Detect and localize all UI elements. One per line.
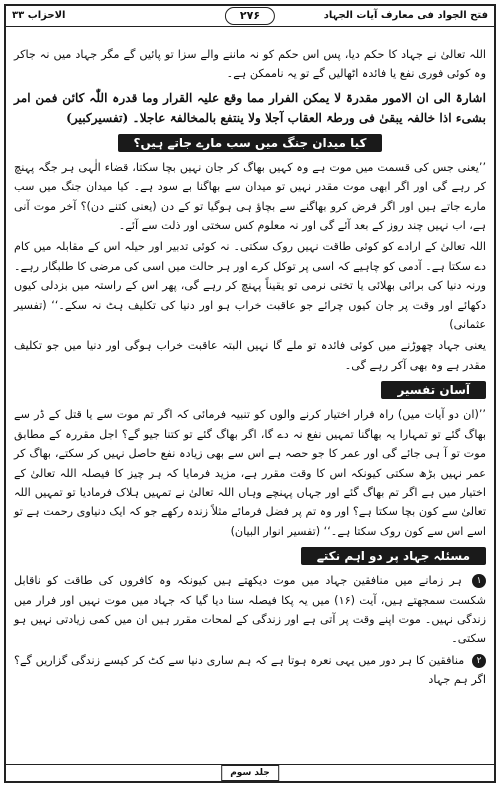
section-heading-easy-tafsir: آسان تفسیر <box>381 381 486 399</box>
point-number: ۱ <box>472 574 486 588</box>
section-heading-two-points: مسئلہ جہاد پر دو اہم نکتے <box>301 547 486 565</box>
section2-paragraph: ’’(ان دو آیات میں) راہ فرار اختیار کرنے والوں کو تنبیہ فرمائی کہ اگر تم موت سے یا قتل کے ڈر سے بھاگ گئے تو تمہارا یہ بھاگنا تمہیں نفع نہ دے گا، اگر بھاگ گئے تو کتنا جیو گے؟ اجل مقررہ کے مطابق موت تو آ ہی جائے گی اور عمر کا جو حصہ ہے اس سے بھی زیادہ نفع حاصل نہیں کر سکتے، بھاگ کر عمر نہیں بڑھ سکتی کیونکہ اس کا وقت مقرر ہے، مزید فرمایا کہ ہر چیز کا فیصلہ اللہ تعالیٰ کے اختیار میں ہے اگر تم بھاگ گئے اور جہاں پہنچے وہاں اللہ تعالیٰ نے تمہیں ہلاک فرمادیا تو تمہیں اللہ تعالیٰ سے کون بچا سکتا ہے؟ اور وہ تم پر فضل فرمائے مثلاً زندہ رکھے جو کہ ایک دنیاوی رحمت ہے تو اسے اس سے کون روک سکتا ہے۔‘‘ (تفسیر انوار البیان) <box>14 408 486 538</box>
point-text: منافقین کا ہر دور میں یہی نعرہ ہوتا ہے کہ ہم ساری دنیا سے کٹ کر کیسے زندگی گزاریں گے؟ اگر ہم جہاد <box>14 653 486 687</box>
point-item <box>14 571 486 649</box>
arabic-quote: اشارۃ الی ان الامور مقدرۃ لا یمکن الفرار مما وقع علیہ القرار وما قدرہ اللّٰہ کائن فمن امر بشیء اذا خالفہ یبقیٰ فی ورطۃ العقاب آجلا ولا ینتفع بالمخالفۃ عاجلا۔ (تفسیرکبیر) <box>14 90 486 125</box>
volume-label: جلد سوم <box>221 765 279 781</box>
page-number: ۲۷۶ <box>225 7 275 25</box>
book-page <box>4 4 496 783</box>
intro-paragraph: اللہ تعالیٰ نے جہاد کا حکم دیا، پس اس حکم کو نہ ماننے والے سزا تو پائیں گے مگر جہاد میں نہ جاکر وہ کوئی فوری نفع یا فائدہ اٹھالیں گے تو یہ ناممکن ہے۔ <box>14 48 486 81</box>
section1-paragraph: اللہ تعالیٰ کے ارادے کو کوئی طاقت نہیں روک سکتی۔ نہ کوئی تدبیر اور حیلہ اس کے مقابلہ میں کام دے سکتا ہے۔ آدمی کو چاہیے کہ اسی پر توکل کرے اور ہر حالت میں اسی کی مرضی کا طلبگار رہے۔ ورنہ دنیا کی برائی بھلائی یا تختی نرمی تو یقیناً پہنچ کر رہے گی، پھر اس کے راستہ میں بزدلی کیوں دکھائے اور وقت پر جان کیوں چرائے جو عاقبت خراب ہو اور دنیا کی تکلیف ہٹ نہ سکے۔‘‘ (تفسیر عثمانی) <box>14 240 486 332</box>
page-content <box>6 27 494 690</box>
section1-paragraph: ’’یعنی جس کی قسمت میں موت ہے وہ کہیں بھاگ کر جان نہیں بچا سکتا، قضاء الٰہی ہر جگہ پہنچ کر رہے گی اور اگر ابھی موت مقدر نہیں تو میدان سے بھاگنا بے سود ہے۔ کیا میدان جنگ میں سب مارے جاتے ہیں اور اگر فرض کرو بھاگنے سے بچاؤ ہی ہوگیا تو کے دن (یعنی کتنے دن)؟ آخر موت آنی ہے، اب نہیں چند روز کے بعد آئے گی اور نہ معلوم کس سختی اور ذلت سے آئے۔ <box>14 160 486 233</box>
point-item <box>14 651 486 690</box>
page-header <box>6 6 494 27</box>
section-heading-battle: کیا میدان جنگ میں سب مارے جاتے ہیں؟ <box>118 134 383 152</box>
point-number: ۲ <box>472 654 486 668</box>
section1-paragraph: یعنی جہاد چھوڑنے میں کوئی فائدہ تو ملے گا نہیں البتہ عاقبت خراب ہوگی اور دنیا میں جو تکلیف مقدر ہے وہ بھی آکر رہے گی۔ <box>14 339 486 372</box>
book-title: فتح الجواد فی معارف آیات الجہاد <box>323 10 488 21</box>
point-text: ہر زمانے میں منافقین جہاد میں موت دیکھتے ہیں کیونکہ وہ کافروں کی طاقت کو ناقابل شکست سمجھتے ہیں، آیت (۱۶) میں یہ پکا فیصلہ سنا دیا گیا کہ جہاد میں موت نہیں اور فرار میں زندگی نہیں۔ موت اپنے وقت پر آتی ہے اور زندگی کے لمحات مقرر ہیں ان میں کمی زیادتی نہیں ہو سکتی۔ <box>14 574 486 646</box>
surah-label: الاحزاب ۳۳ <box>12 10 66 21</box>
page-footer <box>6 764 494 781</box>
